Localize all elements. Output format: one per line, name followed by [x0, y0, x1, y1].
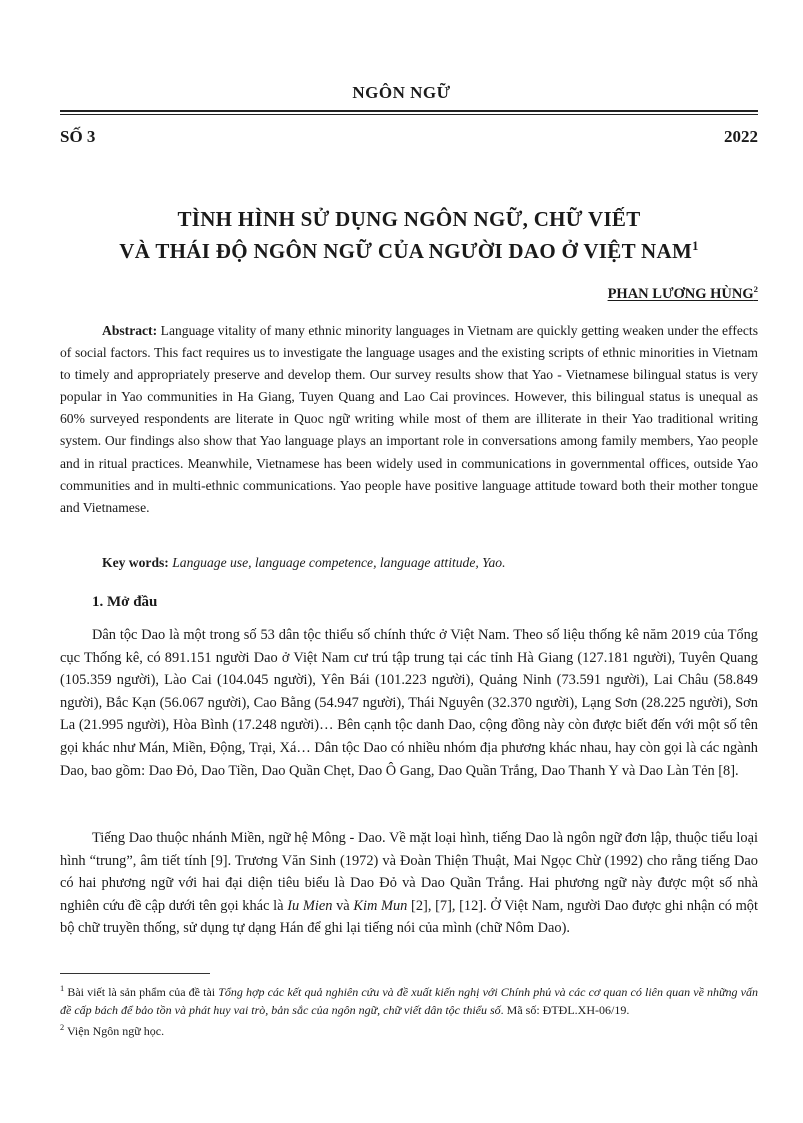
article-title: [60, 203, 758, 267]
section-heading: 1. Mở đầu: [92, 594, 158, 610]
footnote-1-mark: 1: [60, 984, 65, 993]
footnote-2: [60, 1019, 758, 1041]
issue-year: 2022: [724, 127, 758, 146]
keywords-label: Key words:: [102, 555, 169, 570]
paragraph-2-part-b: [2], [7], [12]. Ở Việt Nam, người Dao được ghi nhận có một bộ chữ truyền thống, sử dụng tự dạng Hán để ghi lại tiếng nói của mình (chữ Nôm Dao).: [60, 897, 759, 937]
journal-name: NGÔN NGỮ: [352, 83, 451, 102]
footnote-1-project-title: Tổng hợp các kết quả nghiên cứu và đề xuất kiến nghị với Chính phủ và các cơ quan có liên quan về những vấn đề cấp bách để bảo tồn và phát huy vai trò, bản sắc của ngôn ngữ, chữ viết dân tộc thiểu số: [60, 985, 759, 1017]
title-line-2: [60, 235, 758, 267]
term-kim-mun: Kim Mun: [353, 897, 408, 914]
issue-number: SỐ 3: [60, 127, 96, 146]
title-line-1: TÌNH HÌNH SỬ DỤNG NGÔN NGỮ, CHỮ VIẾT: [177, 207, 641, 231]
footnote-1-text-b: . Mã số: ĐTĐL.XH-06/19.: [500, 1002, 630, 1017]
abstract-text: Language vitality of many ethnic minority languages in Vietnam are quickly getting weaken under the effects of social factors. This fact requires us to investigate the language usages and the existing scripts of ethnic minorities in Vietnam to timely and appropriately preserve and develop them. Our survey results show that Yao - Vietnamese bilingual status is very popular in Yao communities in Ha Giang, Tuyen Quang and Lao Cai provinces. However, this bilingual status is unequal as 60% surveyed respondents are literate in Quoc ngữ writing while most of them are illiterate in their Yao traditional writing system. Our findings also show that Yao language plays an important role in conversations among family members, Yao people and in ritual practices. Meanwhile, Vietnamese has been widely used in communications in governmental offices, outside Yao communities and in multi-ethnic communications. Yao people have positive language attitude toward both their mother tongue and Vietnamese.: [60, 323, 758, 515]
paragraph-2-and: và: [336, 897, 350, 914]
term-iu-mien: Iu Mien: [287, 897, 333, 914]
header-rule: [60, 110, 758, 112]
footnotes: [60, 980, 758, 1041]
keywords-text: Language use, language competence, language attitude, Yao.: [172, 555, 506, 570]
abstract-label: Abstract:: [102, 323, 158, 338]
header-rule-thin: [60, 114, 758, 115]
keywords: [60, 552, 758, 574]
paragraph-1: Dân tộc Dao là một trong số 53 dân tộc thiểu số chính thức ở Việt Nam. Theo số liệu thống kê năm 2019 của Tổng cục Thống kê, có 891.151 người Dao ở Việt Nam cư trú tập trung tại các tỉnh Hà Giang (127.181 người), Tuyên Quang (105.359 người), Lào Cai (104.045 người), Yên Bái (101.223 người), Quảng Ninh (73.591 người), Lai Châu (58.849 người), Bắc Kạn (56.067 người), Cao Bằng (54.947 người), Thái Nguyên (32.370 người), Lạng Sơn (28.225 người), Sơn La (21.995 người), Hòa Bình (17.248 người)… Bên cạnh tộc danh Dao, cộng đồng này còn được biết đến với một số tên gọi khác như Mán, Miền, Động, Trại, Xá… Dân tộc Dao có nhiều nhóm địa phương khác nhau, hay còn gọi là các ngành Dao, bao gồm: Dao Đỏ, Dao Tiền, Dao Quần Chẹt, Dao Ô Gang, Dao Quần Trắng, Dao Thanh Y và Dao Làn Tẻn [8].: [60, 627, 758, 779]
author-name-text: PHAN LƯƠNG HÙNG: [607, 286, 754, 302]
footnote-2-mark: 2: [60, 1023, 65, 1032]
footnote-2-text: Viện Ngôn ngữ học.: [66, 1024, 165, 1038]
abstract: [60, 320, 758, 519]
paragraph-2-part-a: Tiếng Dao thuộc nhánh Miền, ngữ hệ Mông - Dao. Về mặt loại hình, tiếng Dao là ngôn ngữ đơn lập, thuộc tiểu loại hình “trung”, âm tiết tính [9]. Trương Văn Sinh (1972) và Đoàn Thiện Thuật, Mai Ngọc Chừ (1992) cho rằng tiếng Dao có hai phương ngữ với hai đại diện tiêu biểu là Dao Đỏ và Dao Quần Trắng. Hai phương ngữ này được một số nhà nghiên cứu đề cập dưới tên gọi khác là: [60, 830, 758, 914]
paragraph-2: [60, 827, 758, 940]
title-line-2-text: VÀ THÁI ĐỘ NGÔN NGỮ CỦA NGƯỜI DAO Ở VIỆT NAM: [119, 239, 693, 263]
author-footnote-mark: 2: [753, 284, 758, 295]
title-footnote-mark: 1: [692, 239, 699, 253]
footnote-1-text-a: Bài viết là sản phẩm của đề tài: [67, 985, 216, 999]
author-name: [608, 286, 758, 303]
footnote-1: [60, 980, 758, 1019]
footnote-rule: [60, 973, 210, 974]
